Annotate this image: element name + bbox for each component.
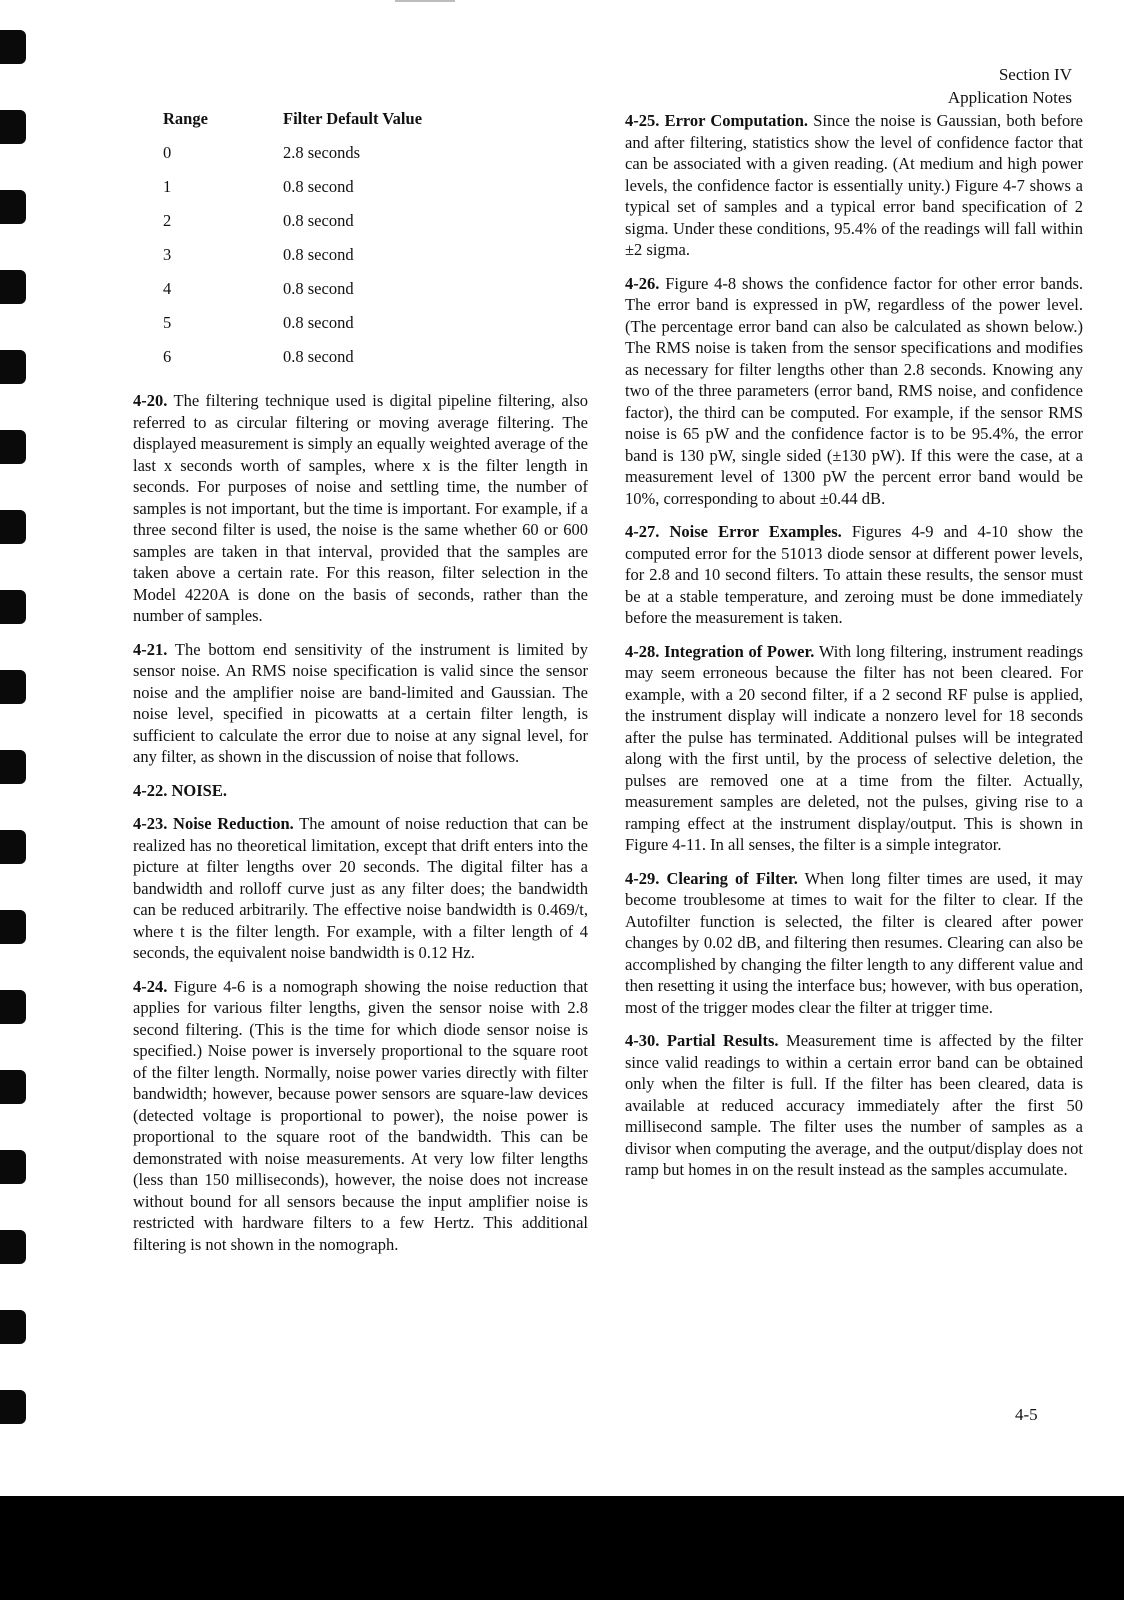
paragraph-4-30 (625, 1030, 1083, 1181)
table-row (163, 244, 422, 278)
paragraph-heading: Clearing of Filter. (666, 868, 798, 888)
filter-value-cell: 0.8 second (283, 245, 354, 264)
paragraph-number: 4-28. (625, 641, 660, 661)
paragraph-number: 4-24. (133, 976, 168, 996)
binding-holes (0, 20, 32, 1460)
paragraph-number: 4-26. (625, 273, 660, 293)
table-row (163, 176, 422, 210)
paragraph-text: With long filtering, instrument readings may seem erroneous because the filter has not been cleared. For example, with a 20 second filter, if a 2 second RF pulse is applied, the instrument display will indicate a nonzero level for 18 seconds after the pulse has terminated. Additional pulses will be integrated along with the first until, by the process of selective deletion, the pulses are removed one at a time from the filter. Actually, measurement samples are deleted, not the pulses, giving rise to a ramping effect at the instrument display/output. This is shown in Figure 4-11. In all senses, the filter is a simple integrator. (625, 641, 1083, 854)
table-header-row (163, 108, 422, 142)
filter-value-cell: 0.8 second (283, 279, 354, 298)
paragraph-text: The bottom end sensitivity of the instrument is limited by sensor noise. An RMS noise specification is valid since the sensor noise and the amplifier noise are band-limited and Gaussian. The noise level, specified in picowatts at a certain filter length, is sufficient to calculate the error due to noise at any signal level, for any filter, as shown in the discussion of noise that follows. (133, 639, 588, 766)
range-cell: 3 (163, 245, 172, 264)
range-cell: 4 (163, 279, 172, 298)
filter-value-cell: 0.8 second (283, 177, 354, 196)
paragraph-number: 4-21. (133, 639, 168, 659)
paragraph-4-23 (133, 813, 588, 964)
range-cell: 1 (163, 177, 172, 196)
table-row (163, 142, 422, 176)
table-row (163, 278, 422, 312)
paragraph-4-26 (625, 273, 1083, 510)
paragraph-text: Measurement time is affected by the filter since valid readings to within a certain error band can be obtained only when the filter is full. If the filter has been cleared, data is available at reduced accuracy immediately after the first 50 millisecond sample. The filter uses the number of samples as a divisor when computing the average, and the output/display does not ramp but homes in on the result instead as the samples accumulate. (625, 1031, 1083, 1179)
table-row (163, 312, 422, 346)
paragraph-4-25 (625, 110, 1083, 261)
paragraph-number: 4-23. (133, 814, 168, 833)
paragraph-4-27 (625, 521, 1083, 629)
range-cell: 5 (163, 313, 172, 332)
paragraph-heading: Error Computation. (664, 111, 809, 130)
paragraph-4-28 (625, 641, 1083, 856)
table-row (163, 210, 422, 244)
paragraph-text: The filtering technique used is digital pipeline filtering, also referred to as circular filtering or moving average filtering. The displayed measurement is simply an equally weighted average of the last x seconds worth of samples, where x is the filter length in seconds. For purposes of noise and settling time, the number of samples is not important, but the time is important. For example, if a three second filter is used, the noise is the same whether 60 or 600 samples are taken in that interval, provided that the samples are taken above a certain rate. For this reason, filter selection in the Model 4220A is done on the basis of seconds, rather than the number of samples. (133, 391, 589, 625)
column-header-range: Range (163, 109, 208, 129)
range-cell: 0 (163, 143, 172, 162)
paragraph-number: 4-30. (625, 1031, 660, 1050)
paragraph-text: Figure 4-8 shows the confidence factor for other error bands. The error band is expressed in pW, regardless of the power level. (The percentage error band can also be calculated as shown below.) The RMS noise is taken from the sensor specifications and modifies as necessary for filter lengths other than 2.8 seconds. Knowing any two of the three parameters (error band, RMS noise, and confidence factor), the third can be computed. For example, if the sensor RMS noise is 65 pW and the confidence factor is to be 95.4%, the error band is 130 pW, single sided (±130 pW). If this were the case, at a measurement level of 1300 pW the percent error band would be 10%, corresponding to about ±0.44 dB. (625, 273, 1084, 508)
paragraph-heading: Integration of Power. (664, 641, 815, 661)
left-column (133, 108, 588, 1267)
paragraph-number: 4-22. (133, 780, 168, 800)
filter-value-cell: 0.8 second (283, 211, 354, 230)
paragraph-text: Figures 4-9 and 4-10 show the computed error for the 51013 diode sensor at different power levels, for 2.8 and 10 second filters. To attain these results, the sensor must be at a stable temperature, and zeroing must be done immediately before the measurement is taken. (625, 522, 1084, 627)
paragraph-text: The amount of noise reduction that can be realized has no theoretical limitation, except that drift enters into the picture at filter lengths over 20 seconds. The digital filter has a bandwidth and rolloff curve just as any filter does; the bandwidth can be reduced arbitrarily. The effective noise bandwidth is 0.469/t, where t is the filter length. For example, with a filter length of 4 seconds, the equivalent noise bandwidth is 0.12 Hz. (133, 814, 589, 962)
paragraph-number: 4-29. (625, 868, 660, 888)
paragraph-4-20 (133, 390, 588, 627)
range-cell: 2 (163, 211, 172, 230)
paragraph-number: 4-20. (133, 391, 168, 410)
scan-artifact (395, 0, 455, 2)
paragraph-heading: Partial Results. (666, 1031, 779, 1050)
filter-default-table (163, 108, 422, 380)
paragraph-heading: Noise Error Examples. (669, 522, 842, 541)
filter-value-cell: 0.8 second (283, 347, 354, 366)
paragraph-text: Since the noise is Gaussian, both before and after filtering, statistics show the level of confidence factor that can be associated with a given reading. (At medium and high power levels, the confidence factor is essentially unity.) Figure 4-7 shows a typical set of samples and a typical error band specification of 2 sigma. Under these conditions, 95.4% of the readings will fall within ±2 sigma. (625, 111, 1084, 259)
filter-value-cell: 0.8 second (283, 313, 354, 332)
right-column (625, 110, 1083, 1193)
paragraph-number: 4-25. (625, 111, 660, 130)
paragraph-heading: NOISE. (171, 780, 227, 800)
section-heading-noise (133, 780, 588, 802)
column-header-filter-default: Filter Default Value (283, 109, 423, 129)
paragraph-4-24 (133, 976, 588, 1256)
page-number: 4-5 (1015, 1405, 1038, 1424)
section-title: Application Notes (947, 88, 1072, 107)
range-cell: 6 (163, 347, 172, 366)
section-label: Section IV (998, 65, 1072, 84)
paragraph-number: 4-27. (625, 522, 660, 541)
paragraph-text: Figure 4-6 is a nomograph showing the noise reduction that applies for various filter lengths, given the sensor noise with 2.8 second filtering. (This is the time for which diode sensor noise is specified.) Noise power is inversely proportional to the square root of the filter length. Normally, noise power varies directly with filter bandwidth; however, because power sensors are square-law devices (detected voltage is proportional to power), the noise power is proportional to the square root of the bandwidth. This can be demonstrated with noise measurements. At very low filter lengths (less than 150 milliseconds), however, the noise does not increase without bound for all sensors because the input amplifier noise is restricted with hardware filters to a few Hertz. This additional filtering is not shown in the nomograph. (133, 976, 589, 1254)
scan-bottom-border (0, 1496, 1124, 1600)
paragraph-4-21 (133, 639, 588, 768)
paragraph-heading: Noise Reduction. (173, 814, 294, 833)
paragraph-4-29 (625, 868, 1083, 1019)
section-header (948, 63, 1072, 109)
paragraph-text: When long filter times are used, it may become troublesome at times to wait for the filter to clear. If the Autofilter function is selected, the filter is cleared after power changes by 0.02 dB, and filtering then resumes. Clearing can also be accomplished by changing the filter length to any different value and then resetting it using the interface bus; however, with bus operation, most of the trigger modes clear the filter at trigger time. (625, 868, 1084, 1017)
table-row (163, 346, 422, 380)
filter-value-cell: 2.8 seconds (283, 143, 360, 162)
